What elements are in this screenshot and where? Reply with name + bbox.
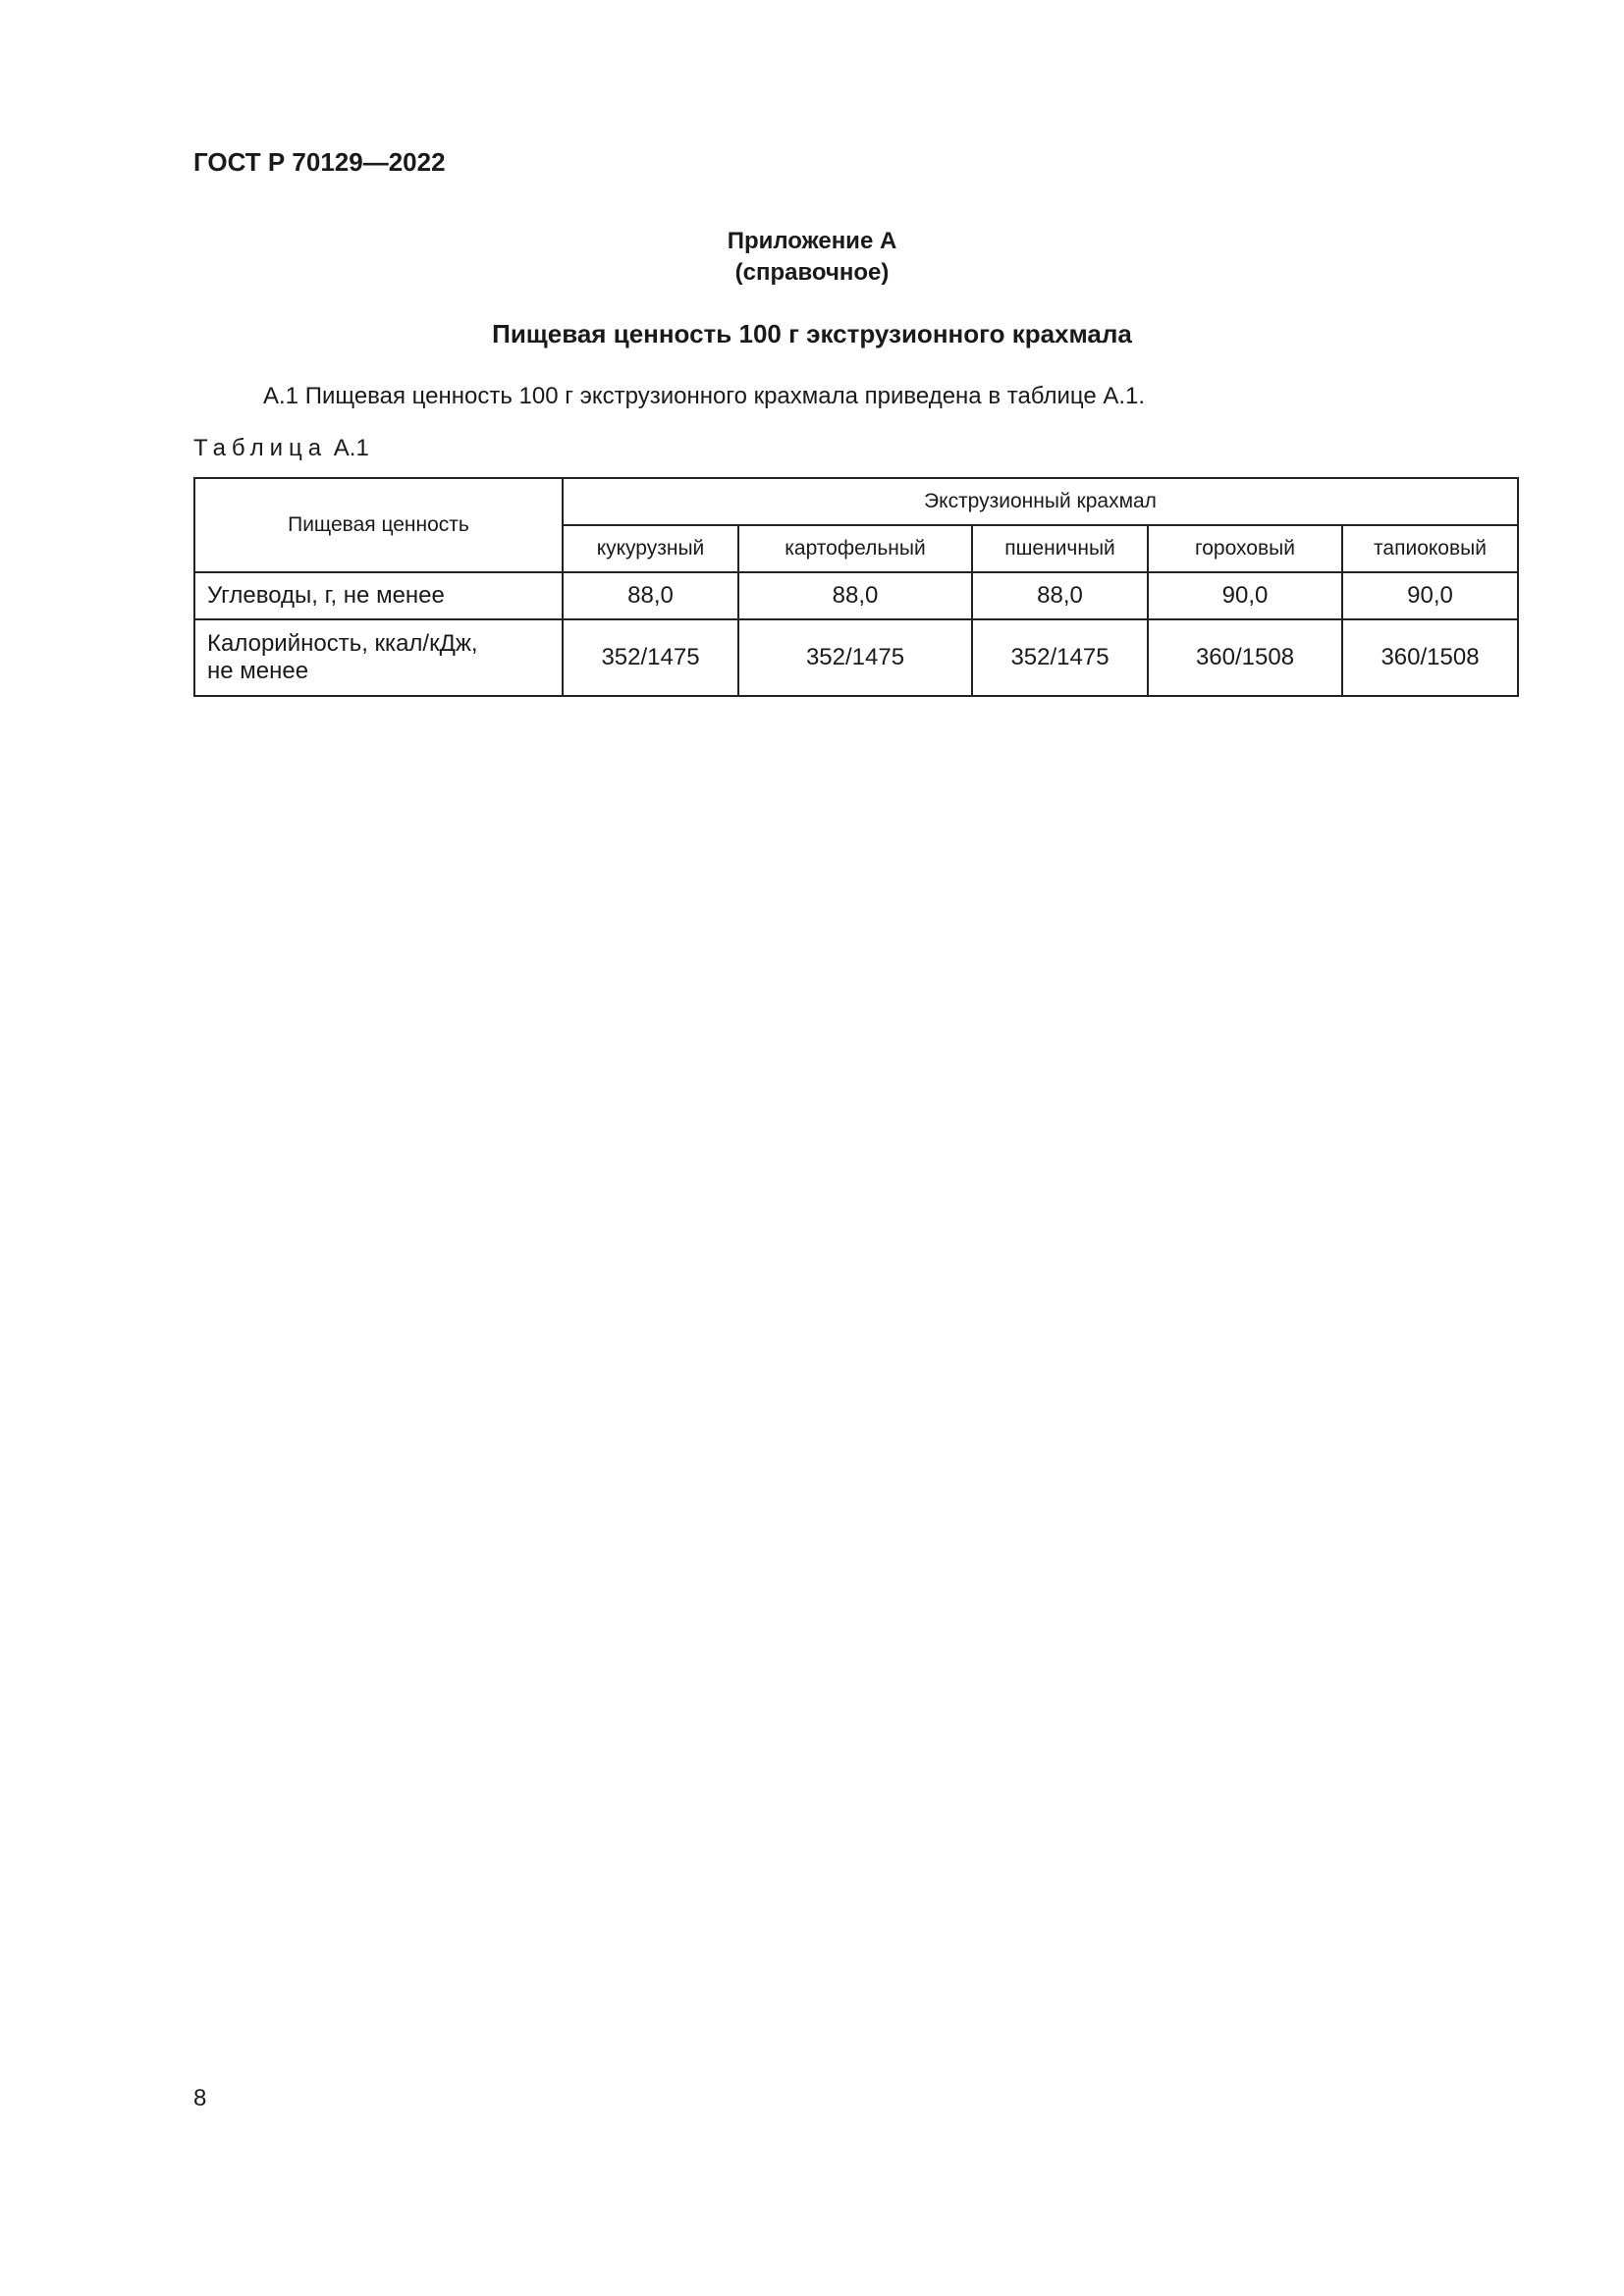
table-caption <box>193 435 369 462</box>
table-cell: 88,0 <box>972 572 1148 619</box>
table-cell: 352/1475 <box>563 619 738 696</box>
table-header-row <box>194 478 1518 525</box>
row-label-carbohydrates: Углеводы, г, не менее <box>194 572 563 619</box>
table-row-carbohydrates <box>194 572 1518 619</box>
intro-paragraph: А.1 Пищевая ценность 100 г экструзионного крахмала приведена в таблице А.1. <box>263 383 1146 409</box>
row-label-calories <box>194 619 563 696</box>
table-cell: 88,0 <box>563 572 738 619</box>
group-header: Экструзионный крахмал <box>563 478 1518 525</box>
table-cell: 90,0 <box>1342 572 1518 619</box>
appendix-heading <box>0 226 1624 289</box>
table-cell: 360/1508 <box>1148 619 1342 696</box>
document-header: ГОСТ Р 70129—2022 <box>193 147 446 177</box>
column-header-pea: гороховый <box>1148 525 1342 572</box>
table-cell: 360/1508 <box>1342 619 1518 696</box>
table-cell: 88,0 <box>738 572 972 619</box>
table-caption-word: Таблица <box>193 435 328 461</box>
column-header-wheat: пшеничный <box>972 525 1148 572</box>
column-header-corn: кукурузный <box>563 525 738 572</box>
table-cell: 352/1475 <box>738 619 972 696</box>
row-label-calories-line-1: Калорийность, ккал/кДж, <box>207 630 478 657</box>
column-header-potato: картофельный <box>738 525 972 572</box>
page-number: 8 <box>193 2085 207 2111</box>
nutrition-table <box>193 477 1519 697</box>
corner-header: Пищевая ценность <box>194 478 563 572</box>
section-title: Пищевая ценность 100 г экструзионного крахмала <box>492 319 1132 348</box>
table-row-calories <box>194 619 1518 696</box>
appendix-type: (справочное) <box>734 259 890 286</box>
row-label-calories-line-2: не менее <box>207 658 309 684</box>
table-caption-number: А.1 <box>333 435 369 461</box>
table-cell: 352/1475 <box>972 619 1148 696</box>
column-header-tapioca: тапиоковый <box>1342 525 1518 572</box>
table-cell: 90,0 <box>1148 572 1342 619</box>
appendix-title: Приложение А <box>727 228 897 254</box>
